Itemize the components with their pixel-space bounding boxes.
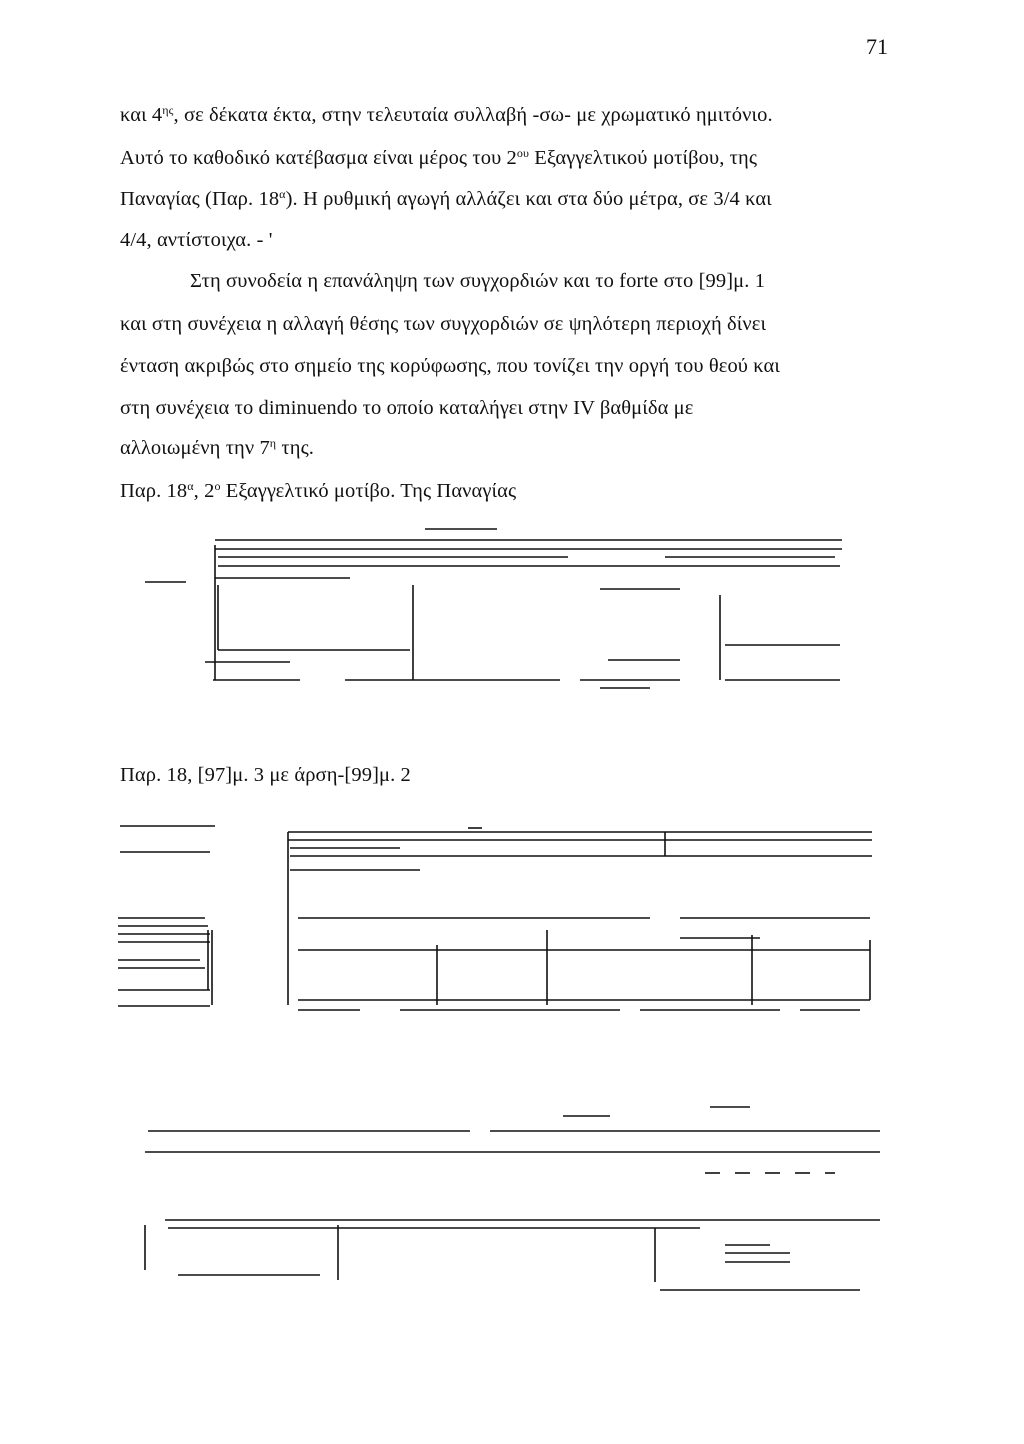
paragraph2-line5: αλλοιωμένη την $7^\eta$ της. [120, 436, 315, 459]
paragraph2-line1: Στη συνοδεία η επανάληψη των συγχορδιών και το forte στο [99]μ. 1 [190, 270, 766, 292]
paragraph2-line4: στη συνέχεια το diminuendo το οποίο καταλήγει στην IV βαθμίδα με [120, 397, 694, 419]
example-caption-2: Παρ. 18, [97]μ. 3 με άρση-[99]μ. 2 [120, 764, 411, 786]
paragraph2-line2: και στη συνέχεια η αλλαγή θέσης των συγχορδιών σε ψηλότερη περιοχή δίνει [120, 313, 767, 335]
paragraph1-line3: Παναγίας (Παρ. $18^\alpha$). Η ρυθμική αγωγή αλλάζει και στα δύο μέτρα, σε 3/4 και [120, 187, 772, 210]
page-number: 71 [866, 34, 888, 59]
paragraph2-line3: ένταση ακριβώς στο σημείο της κορύφωσης, που τονίζει την οργή του θεού και [120, 355, 780, 377]
paragraph1-line4: 4/4, αντίστοιχα. - ' [120, 229, 273, 251]
paragraph1-line1: και $4^{\eta\varsigma}$, σε δέκατα έκτα, στην τελευταία συλλαβή -σω- με χρωματικό ημιτόνιο. [120, 103, 773, 126]
example-caption-1: Παρ. $18^\alpha$, $2^o$ Εξαγγελτικό μοτίβο. Της Παναγίας [120, 479, 517, 502]
paragraph1-line2: Αυτό το καθοδικό κατέβασμα είναι μέρος του $2^{o\upsilon}$ Εξαγγελτικού μοτίβου, της [120, 146, 758, 169]
